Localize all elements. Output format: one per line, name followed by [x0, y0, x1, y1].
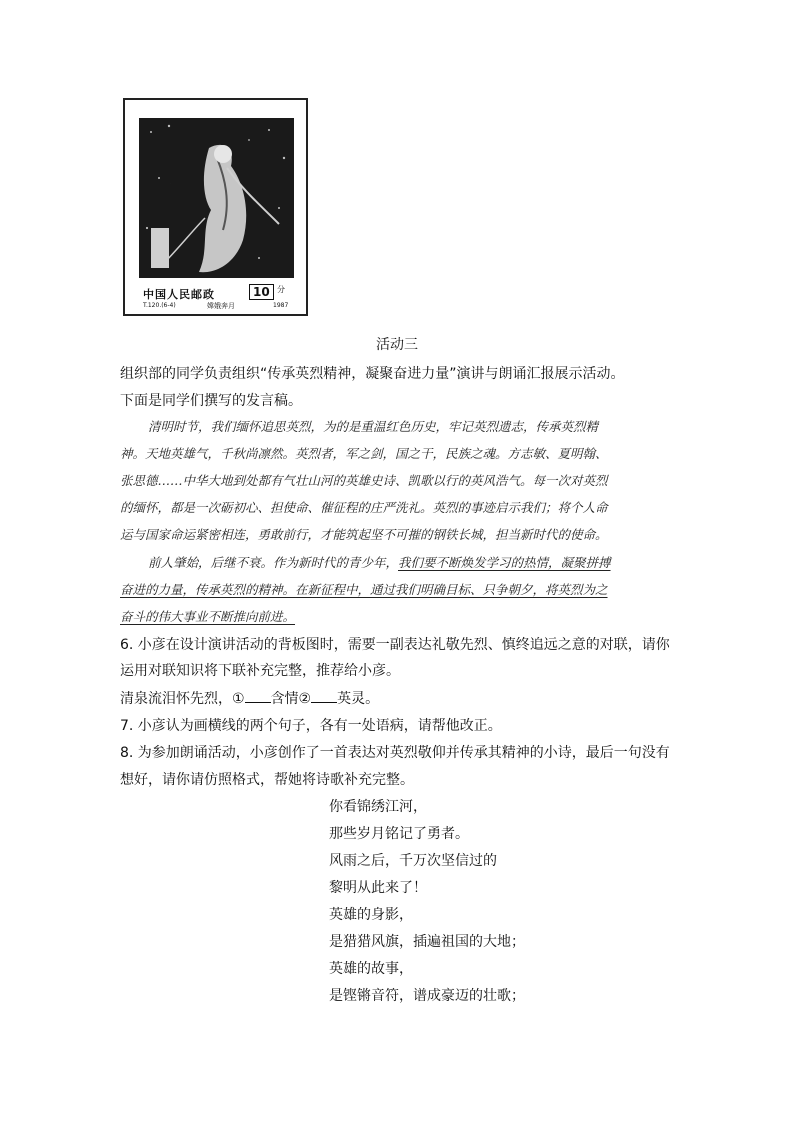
- underlined-sentence-2-part-a: 在新征程中，通过我们明确目标、只争朝夕，将英烈为之: [295, 582, 608, 597]
- speech-line-5: 运与国家命运紧密相连，勇敢前行，才能筑起坚不可摧的钢铁长城，担当新时代的使命。: [120, 527, 608, 542]
- stamp-country: 中国人民邮政: [143, 288, 215, 301]
- q6-line-2: 运用对联知识将下联补充完整，推荐给小彦。: [120, 663, 400, 679]
- intro-line-2: 下面是同学们撰写的发言稿。: [120, 393, 302, 409]
- stamp-image: [123, 98, 308, 316]
- q8-line-1: 8. 为参加朗诵活动，小彦创作了一首表达对英烈敬仰并传承其精神的小诗，最后一句没有: [120, 745, 670, 761]
- poem-line-3: 风雨之后，千万次坚信过的: [329, 853, 497, 869]
- couplet-part-a: 清泉流泪怀先烈，①: [120, 691, 245, 707]
- speech-line-8: [120, 607, 668, 625]
- stamp-name: 嫦娥奔月: [207, 302, 235, 310]
- stamp-artwork: [139, 118, 294, 278]
- moon-goddess-illustration: [139, 118, 294, 278]
- poem-line-7: 英雄的故事，: [329, 961, 413, 977]
- q8-line-2: 想好，请你请仿照格式，帮她将诗歌补充完整。: [120, 772, 414, 788]
- poem-line-8: 是铿锵音符，谱成豪迈的壮歌；: [329, 988, 525, 1004]
- intro-line-1: 组织部的同学负责组织“传承英烈精神，凝聚奋进力量”演讲与朗诵汇报展示活动。: [120, 366, 625, 382]
- couplet-part-c: 英灵。: [337, 691, 380, 707]
- q6-couplet: [120, 688, 379, 708]
- speech-line-3: 张思德……中华大地到处都有气壮山河的英雄史诗、凯歌以行的英风浩气。每一次对英烈: [120, 473, 608, 488]
- q6-line-1: 6. 小彦在设计演讲活动的背板图时，需要一副表达礼敬先烈、慎终追远之意的对联，请你: [120, 637, 670, 653]
- poem-line-1: 你看锦绣江河，: [329, 799, 427, 815]
- underlined-sentence-1-part-b: 奋进的力量，传承英烈的精神。: [120, 582, 296, 597]
- poem-line-2: 那些岁月铭记了勇者。: [329, 826, 469, 842]
- speech-line-2: 神。天地英雄气，千秋尚凛然。英烈者，军之剑，国之干，民族之魂。方志敏、夏明翰、: [120, 446, 608, 461]
- speech-line-4: 的缅怀，都是一次砺初心、担使命、催征程的庄严洗礼。英烈的事迹启示我们；将个人命: [120, 500, 608, 515]
- couplet-part-b: 含情②: [270, 691, 312, 707]
- q7-line: 7. 小彦认为画横线的两个句子，各有一处语病，请帮他改正。: [120, 718, 502, 734]
- speech-line-1: 清明时节，我们缅怀追思英烈，为的是重温红色历史，牢记英烈遗志，传承英烈精: [148, 419, 599, 434]
- blank-2[interactable]: [311, 690, 337, 703]
- poem-line-4: 黎明从此来了！: [329, 880, 427, 896]
- stamp-value: 10: [249, 284, 274, 300]
- activity-title: 活动三: [376, 337, 418, 353]
- stamp-value-unit: 分: [277, 285, 285, 294]
- speech-line-6: [120, 553, 696, 571]
- poem-line-5: 英雄的身影，: [329, 907, 413, 923]
- stamp-year: 1987: [273, 302, 289, 309]
- underlined-sentence-2-part-b: 奋斗的伟大事业不断推向前进。: [120, 609, 296, 624]
- speech-line-6-plain: 前人肇始，后继不衰。作为新时代的青少年，: [148, 555, 399, 570]
- speech-line-7: [120, 580, 668, 598]
- poem-line-6: 是猎猎风旗，插遍祖国的大地；: [329, 934, 525, 950]
- blank-1[interactable]: [245, 690, 271, 703]
- stamp-code: T.120.(6-4): [143, 302, 176, 309]
- underlined-sentence-1-part-a: 我们要不断焕发学习的热情，凝聚拼搏: [398, 555, 611, 570]
